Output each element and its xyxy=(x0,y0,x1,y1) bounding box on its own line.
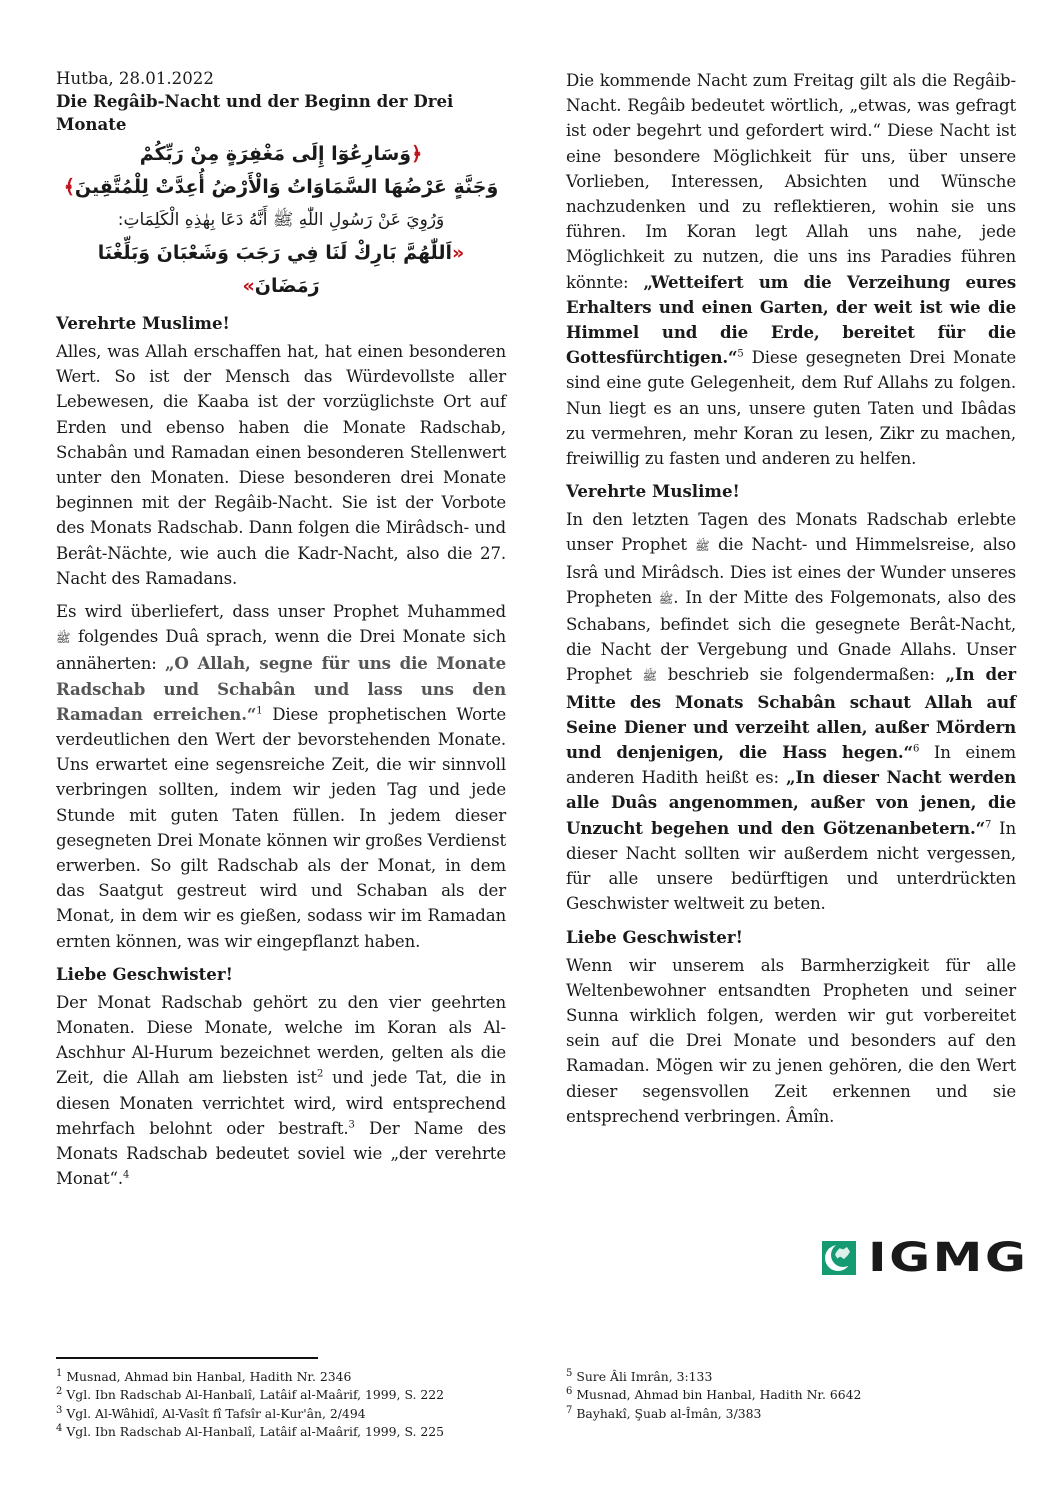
dua-quote: „O Allah, segne für uns die Monate Radschab und Schabân und lass uns den Ramadan erreichen.“ xyxy=(56,653,507,724)
footnote-ref-1[interactable]: 1 xyxy=(256,705,263,717)
hadith-quote-1: „In der Mitte des Monats Schabân schaut Allah auf Seine Diener und verzeiht allen, außer Mördern und denjenigen, die Hass hegen.“ xyxy=(566,664,1016,763)
footnote-1: $^1$ Musnad, Ahmad bin Hanbal, Hadith Nr. 2346 xyxy=(56,1367,352,1384)
paragraph-4: Die kommende Nacht zum Freitag gilt als die Regâib-Nacht. Regâib bedeutet wörtlich, „etwas, was gefragt ist oder begehrt und gefordert wird.“ Diese Nacht ist eine besondere Möglichkeit für uns, über unsere Vorlieben, Interessen, Absichten und Wünsche nachzudenken und zu reflektieren, wohin sie uns führen. Im Koran legt Allah uns nahe, jede Möglichkeit zu nutzen, die uns ins Paradies führen könnte: „Wetteifert um die Verzeihung eures Erhalters und einen Garten, der weit ist wie die Himmel und die Erde, bereitet für die Gottesfürchtigen.“$^5$ Diese gesegneten Drei Monate sind eine gute Gelegenheit, dem Ruf Allahs zu folgen. Nun liegt es an uns, unsere guten Taten und Ibâdas zu vermehren, mehr Koran zu lesen, Zikr zu machen, freiwillig zu fasten und anderen zu helfen. xyxy=(566,71,1017,469)
paragraph-6: Wenn wir unserem als Barmherzigkeit für alle Weltenbewohner entsandten Propheten und seiner Sunna wirklich folgen, werden wir gut vorbereitet sein auf die Drei Monate und besonders auf den Ramadan. Mögen wir zu jenen gehören, die den Wert dieser segensvollen Zeit erkennen und sie entsprechend verbringen. Âmîn. xyxy=(566,955,1016,1126)
dua-arabic: «اَللّٰهُمَّ بَارِكْ لَنَا فِي رَجَبَ وَشَعْبَانَ وَبَلِّغْنَا رَمَضَانَ» xyxy=(97,242,465,297)
footnote-ref-6[interactable]: 6 xyxy=(912,743,920,755)
honorific-icon: ﷺ xyxy=(695,539,710,554)
right-column xyxy=(566,68,1016,1137)
footnote-6: $^6$ Musnad, Ahmad bin Hanbal, Hadith Nr. 6642 xyxy=(566,1386,862,1403)
footnote-3: $^3$ Vgl. Al-Wâhidî, Al-Vasît fî Tafsîr al-Kur'ân, 2/494 xyxy=(56,1404,366,1421)
logo-text: IGMG xyxy=(868,1235,1029,1281)
honorific-icon: ﷺ xyxy=(658,591,674,606)
crescent-europe-icon xyxy=(822,1241,856,1275)
heading-liebe-geschwister-2: Liebe Geschwister! xyxy=(566,926,743,947)
footnote-5: $^5$ Sure Âli Imrân, 3:133 xyxy=(566,1367,713,1384)
footnote-ref-3[interactable]: 3 xyxy=(348,1119,355,1131)
footnote-ref-5[interactable]: 5 xyxy=(737,348,744,360)
quran-verse-line-2: وَجَنَّةٍ عَرْضُهَا السَّمَاوَاتُ وَالْأَرْضُ أُعِدَّتْ لِلْمُتَّقِينَ﴾ xyxy=(63,176,499,198)
footnote-ref-7[interactable]: 7 xyxy=(985,819,992,831)
hadith-quote-2: „In dieser Nacht werden alle Duâs angenommen, außer von jenen, die Unzucht begehen und den Götzenanbetern.“ xyxy=(566,767,1017,838)
footnote-divider xyxy=(56,1357,318,1359)
quran-verse-line-1: ﴿وَسَارِعُوٓا إِلَى مَغْفِرَةٍ مِنْ رَبِّكُمْ xyxy=(139,143,423,165)
left-column xyxy=(56,68,506,1200)
quran-quote: „Wetteifert um die Verzeihung eures Erhalters und einen Garten, der weit ist wie die Himmel und die Erde, bereitet für die Gottesfürchtigen.“ xyxy=(566,271,1017,368)
verse-bracket-open: ﴿ xyxy=(411,143,423,165)
honorific-icon: ﷺ xyxy=(56,631,71,646)
heading-verehrte-muslime: Verehrte Muslime! xyxy=(56,313,230,333)
paragraph-2: Es wird überliefert, dass unser Prophet Muhammed ﷺ folgendes Duâ sprach, wenn die Drei Monate sich annäherten: „O Allah, segne für uns die Monate Radschab und Schabân und lass uns den Ramadan erreichen.“$^1$ Diese prophetischen Worte verdeutlichen den Wert der bevorstehenden Monate. Uns erwartet eine segensreiche Zeit, die wir sinnvoll verbringen sollten, indem wir jeden Tag und jede Stunde mit guten Taten füllen. In jedem dieser gesegneten Drei Monate können wir großes Verdienst erwerben. So gilt Radschab als der Monat, in dem das Saatgut gestreut wird und Schaban als der Monat, in dem wir es gießen, sodass wir im Ramadan ernten können, was wir eingepflanzt haben. xyxy=(56,602,507,951)
footnote-ref-2[interactable]: 2 xyxy=(316,1068,324,1080)
honorific-icon: ﷺ xyxy=(642,669,657,684)
footnotes-left xyxy=(56,1368,506,1442)
footnote-2: $^2$ Vgl. Ibn Radschab Al-Hanbalî, Latâif al-Maârif, 1999, S. 222 xyxy=(56,1386,445,1403)
footnote-4: $^4$ Vgl. Ibn Radschab Al-Hanbalî, Latâif al-Maârif, 1999, S. 225 xyxy=(56,1423,445,1440)
footnotes-right xyxy=(566,1368,1016,1423)
verse-bracket-close: ﴾ xyxy=(63,176,75,198)
paragraph-5: In den letzten Tagen des Monats Radschab erlebte unser Prophet ﷺ die Nacht- und Himmelsreise, also Isrâ und Mirâdsch. Dies ist eines der Wunder unseres Propheten ﷺ. In der Mitte des Folgemonats, also des Schabans, befindet sich die gesegnete Berât-Nacht, die Nacht der Vergebung und Gnade Allahs. Unser Prophet ﷺ beschrieb sie folgendermaßen: „In der Mitte des Monats Schabân schaut Allah auf Seine Diener und verzeiht allen, außer Mördern und denjenigen, die Hass hegen.“$^6$ In einem anderen Hadith heißt es: „In dieser Nacht werden alle Duâs angenommen, außer von jenen, die Unzucht begehen und den Götzenanbetern.“$^7$ In dieser Nacht sollten wir außerdem nicht vergessen, für alle unsere bedürftigen und unterdrückten Geschwister weltweit zu beten. xyxy=(566,510,1017,914)
paragraph-1: Alles, was Allah erschaffen hat, hat einen besonderen Wert. So ist der Mensch das Würdevollste aller Lebewesen, die Kaaba ist der vorzüglichste Ort auf Erden und ebenso haben die Monate Radschab, Schabân und Ramadan einen besonderen Stellenwert unter den Monaten. Diese besonderen drei Monate beginnen mit der Regâib-Nacht. Sie ist der Vorbote des Monats Radschab. Dann folgen die Mirâdsch- und Berât-Nächte, wie auch die Kadr-Nacht, also die 27. Nacht des Ramadans. xyxy=(56,342,506,588)
hadith-intro-arabic: وَرُوِيَ عَنْ رَسُولِ اللّٰهِ ﷺ أَنَّهُ دَعَا بِهٰذِهِ الْكَلِمَاتِ: xyxy=(117,210,445,230)
footnote-7: $^7$ Bayhakî, Şuab al-Îmân, 3/383 xyxy=(566,1404,762,1421)
heading-liebe-geschwister: Liebe Geschwister! xyxy=(56,963,233,984)
sermon-date: Hutba, 28.01.2022 xyxy=(56,69,214,88)
footnote-ref-4[interactable]: 4 xyxy=(122,1169,130,1181)
sermon-title: Die Regâib-Nacht und der Beginn der Drei Monate xyxy=(56,91,454,134)
heading-verehrte-muslime-2: Verehrte Muslime! xyxy=(566,481,740,502)
paragraph-3: Der Monat Radschab gehört zu den vier geehrten Monaten. Diese Monate, welche im Koran als Al-Aschhur Al-Hurum bezeichnet werden, gelten als die Zeit, die Allah am liebsten ist$^2$ und jede Tat, die in diesen Monaten verrichtet wird, wird entsprechend mehrfach belohnt oder bestraft.$^3$ Der Name des Monats Radschab bedeutet soviel wie „der verehrte Monat“.$^4$ xyxy=(56,992,507,1189)
igmg-logo xyxy=(822,1235,1029,1281)
